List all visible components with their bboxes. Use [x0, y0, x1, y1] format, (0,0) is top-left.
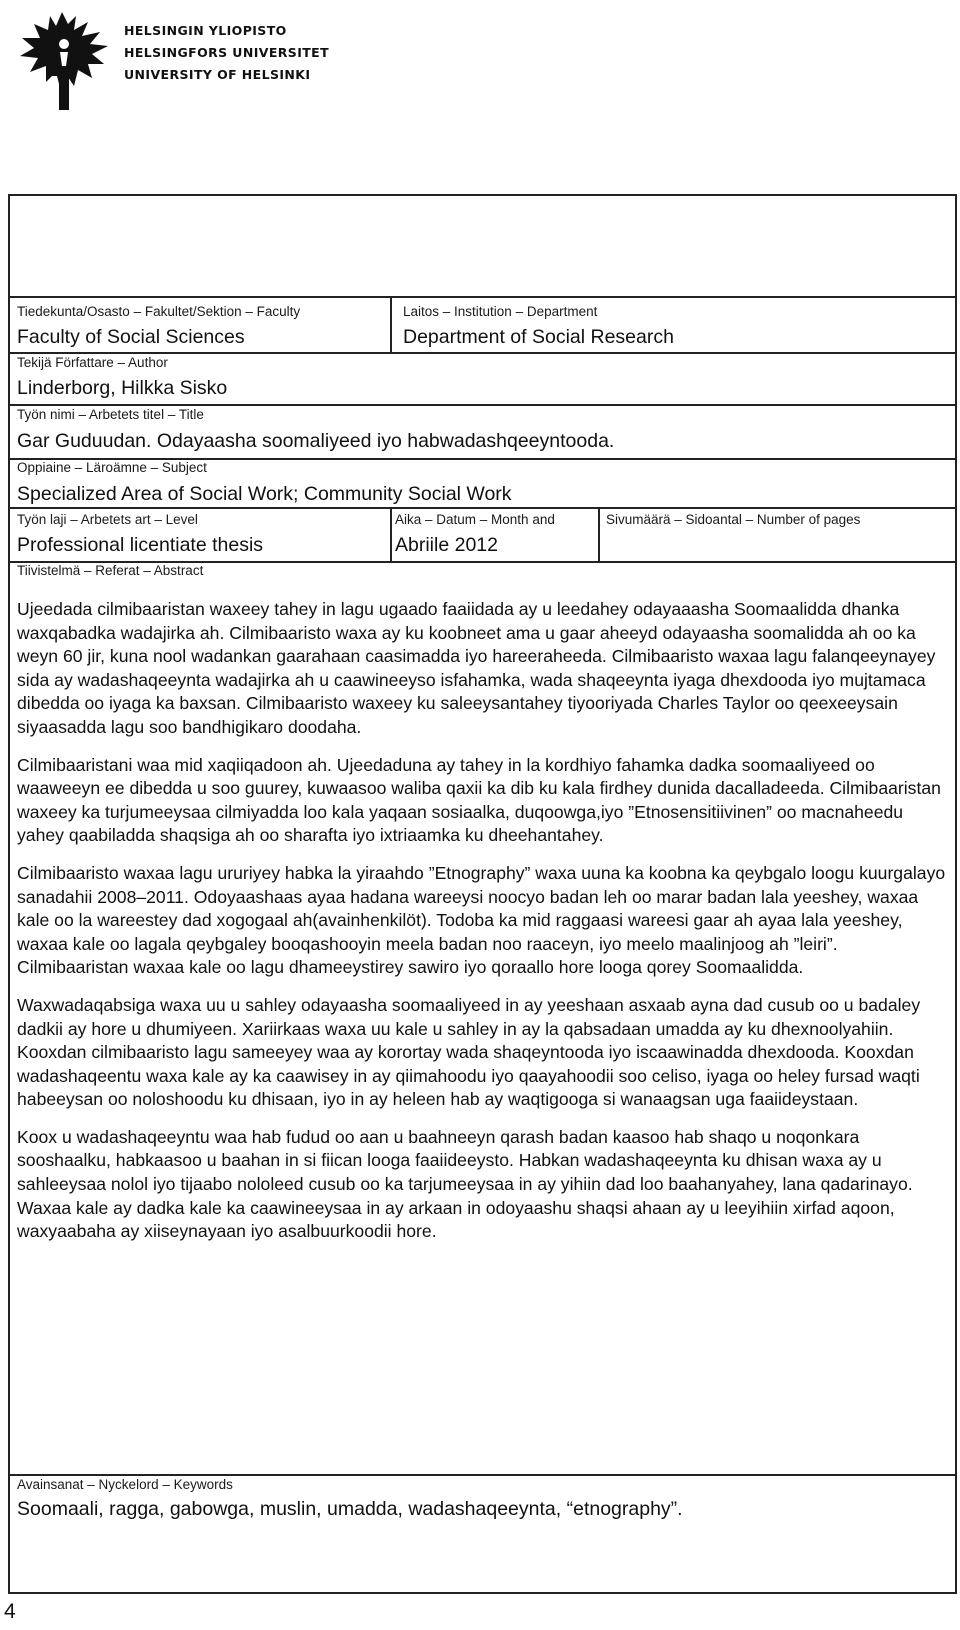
divider	[10, 296, 955, 298]
faculty-label: Tiedekunta/Osasto – Fakultet/Sektion – Faculty	[17, 304, 301, 319]
abstract-paragraph: Cilmibaaristani waa mid xaqiiqadoon ah. Ujeedaduna ay tahey in la kordhiyo fahamka dadka soomaaliyeed oo waaweeyn ee dibedda u soo guurey, kuwaasoo waliba qaxii ka dib ku kala firdhey dunida dacalladeeda. Cilmibaaristan waxeey ka turjumeeysaa cilmiyadda loo kala yaqaan sosiaalka, duqoowga,iyo ”Etnosensitiivinen” oo macnaheedu yahey qaabiladda shaqsiga ah oo sharafta iyo ixtriaamka ku dheehantahey.	[17, 754, 941, 846]
divider	[10, 1474, 955, 1476]
subject-value: Specialized Area of Social Work; Community Social Work	[17, 483, 512, 505]
faculty-value: Faculty of Social Sciences	[17, 326, 245, 348]
abstract-body	[17, 598, 947, 1258]
thesis-abstract-form	[8, 194, 957, 1594]
divider	[390, 296, 392, 352]
university-names	[124, 20, 329, 86]
level-label: Työn laji – Arbetets art – Level	[17, 512, 198, 527]
helsinki-university-torch-logo	[4, 8, 122, 112]
divider	[10, 507, 955, 509]
divider	[598, 507, 600, 561]
page-number: 4	[4, 1600, 16, 1623]
abstract-paragraph: Koox u wadashaqeeyntu waa hab fudud oo aan u baahneeyn qarash badan kaasoo hab shaqo u noqonkara sooshaalku, habkaasoo u baahan in si fiican looga faaiideeysto. Habkan wadashaqeeynta ku dhisan waxa ay u sahleeysaa nolol iyo tijaabo nololeed cusub oo ka tarjumeeysaa in ay yihiin dad loo baahanyahey, lana qadarinayo. Waxaa kale ay dadka kale ka caawineeysaa in ay arkaan in odoyaashu shaqsi ahaan ay u leeyihiin xirfad aqoon, waxyaabaha ay xiiseynayaan iyo asalbuurkoodii hore.	[17, 1126, 913, 1242]
divider	[10, 352, 955, 354]
university-name-fi: HELSINGIN YLIOPISTO	[124, 23, 287, 38]
abstract-paragraph: Cilmibaaristo waxaa lagu ururiyey habka la yiraahdo ”Etnography” waxa uuna ka koobna ka qeybgalo loogu kuurgalayo sanadahii 2008–2011. Odoyaashaas ayaa hadana wareeysi noocyo badan leh oo marar badan lala yeeshey, waxaa kale oo la wareestey dad xogogaal ah(avainhenkilöt). Todoba ka mid raggaasi wareesi gaar ah ayaa lala yeeshey, waxaa kale oo lagala qeybgaley booqashooyin meela badan noo raaceyn, iyo meelo maalinjoog ah ”leiri”. Cilmibaaristan waxaa kale oo lagu dhameeystirey sawiro iyo qoraallo hore looga qorey Soomaalidda.	[17, 862, 946, 978]
university-name-en: UNIVERSITY OF HELSINKI	[124, 67, 311, 82]
title-value: Gar Guduudan. Odayaasha soomaliyeed iyo habwadashqeeyntooda.	[17, 430, 615, 452]
level-value: Professional licentiate thesis	[17, 534, 264, 556]
abstract-paragraph: Ujeedada cilmibaaristan waxeey tahey in lagu ugaado faaiidada ay u leedahey odayaaasha Soomaalidda dhanka waxqabadka wadajirka ah. Cilmibaaristo waxa ay ku koobneet ama u gaar aheeyd odayaasha soomalidda ah oo ka weyn 60 jir, kuna nool wadankan gaarahaan caasimadda iyo hareeraheeda. Cilmibaaristo waxaa lagu falanqeeynayey sida ay wadashaqeeynta wadajirka ah u caawineeyso isfahamka, wada shaqeeynta iyaga dhexdooda iyo mujtamaca dibedda oo iyaga ka baxsan. Cilmibaaristo waxeey ku saleeysantahey tiyooriyada Charles Taylor oo qeexeeysain siyaasadda lagu soo bandhigikaro doodaha.	[17, 599, 936, 737]
subject-label: Oppiaine – Läroämne – Subject	[17, 460, 207, 475]
author-label: Tekijä Författare – Author	[17, 355, 168, 370]
university-name-sv: HELSINGFORS UNIVERSITET	[124, 45, 330, 60]
keywords-label: Avainsanat – Nyckelord – Keywords	[17, 1477, 233, 1492]
keywords-value: Soomaali, ragga, gabowga, muslin, umadda, wadashaqeeynta, “etnography”.	[17, 1498, 683, 1520]
author-value: Linderborg, Hilkka Sisko	[17, 377, 228, 399]
department-value: Department of Social Research	[403, 326, 674, 348]
date-label: Aika – Datum – Month and	[395, 512, 555, 527]
abstract-label: Tiivistelmä – Referat – Abstract	[17, 563, 204, 578]
title-label: Työn nimi – Arbetets titel – Title	[17, 407, 204, 422]
divider	[10, 404, 955, 406]
department-label: Laitos – Institution – Department	[403, 304, 598, 319]
abstract-paragraph: Waxwadaqabsiga waxa uu u sahley odayaasha soomaaliyeed in ay yeeshaan asxaab ayna dad cusub oo u badaley dadkii ay hore u dhumiyeen. Xariirkaas waxa uu kale u sahley in ay la qabsadaan umadda ay ku dhexnoolyahiin. Kooxdan cilmibaaristo lagu sameeyey waa ay korortay wada shaqeyntooda iyo iscaawinadda dhexdooda. Kooxdan wadashaqeentu waxa kale ay ka caawisey in ay qiimahoodu iyo qaayahoodii soo celiso, iyaga oo heley fursad waqti habeeysan oo noloshoodu ku dhisaan, iyo in ay heleen hab ay waqtigooga si wanaagsan uga faaiideystaan.	[17, 994, 921, 1110]
divider	[390, 507, 392, 561]
pages-label: Sivumäärä – Sidoantal – Number of pages	[606, 512, 861, 527]
date-value: Abriile 2012	[395, 534, 498, 556]
